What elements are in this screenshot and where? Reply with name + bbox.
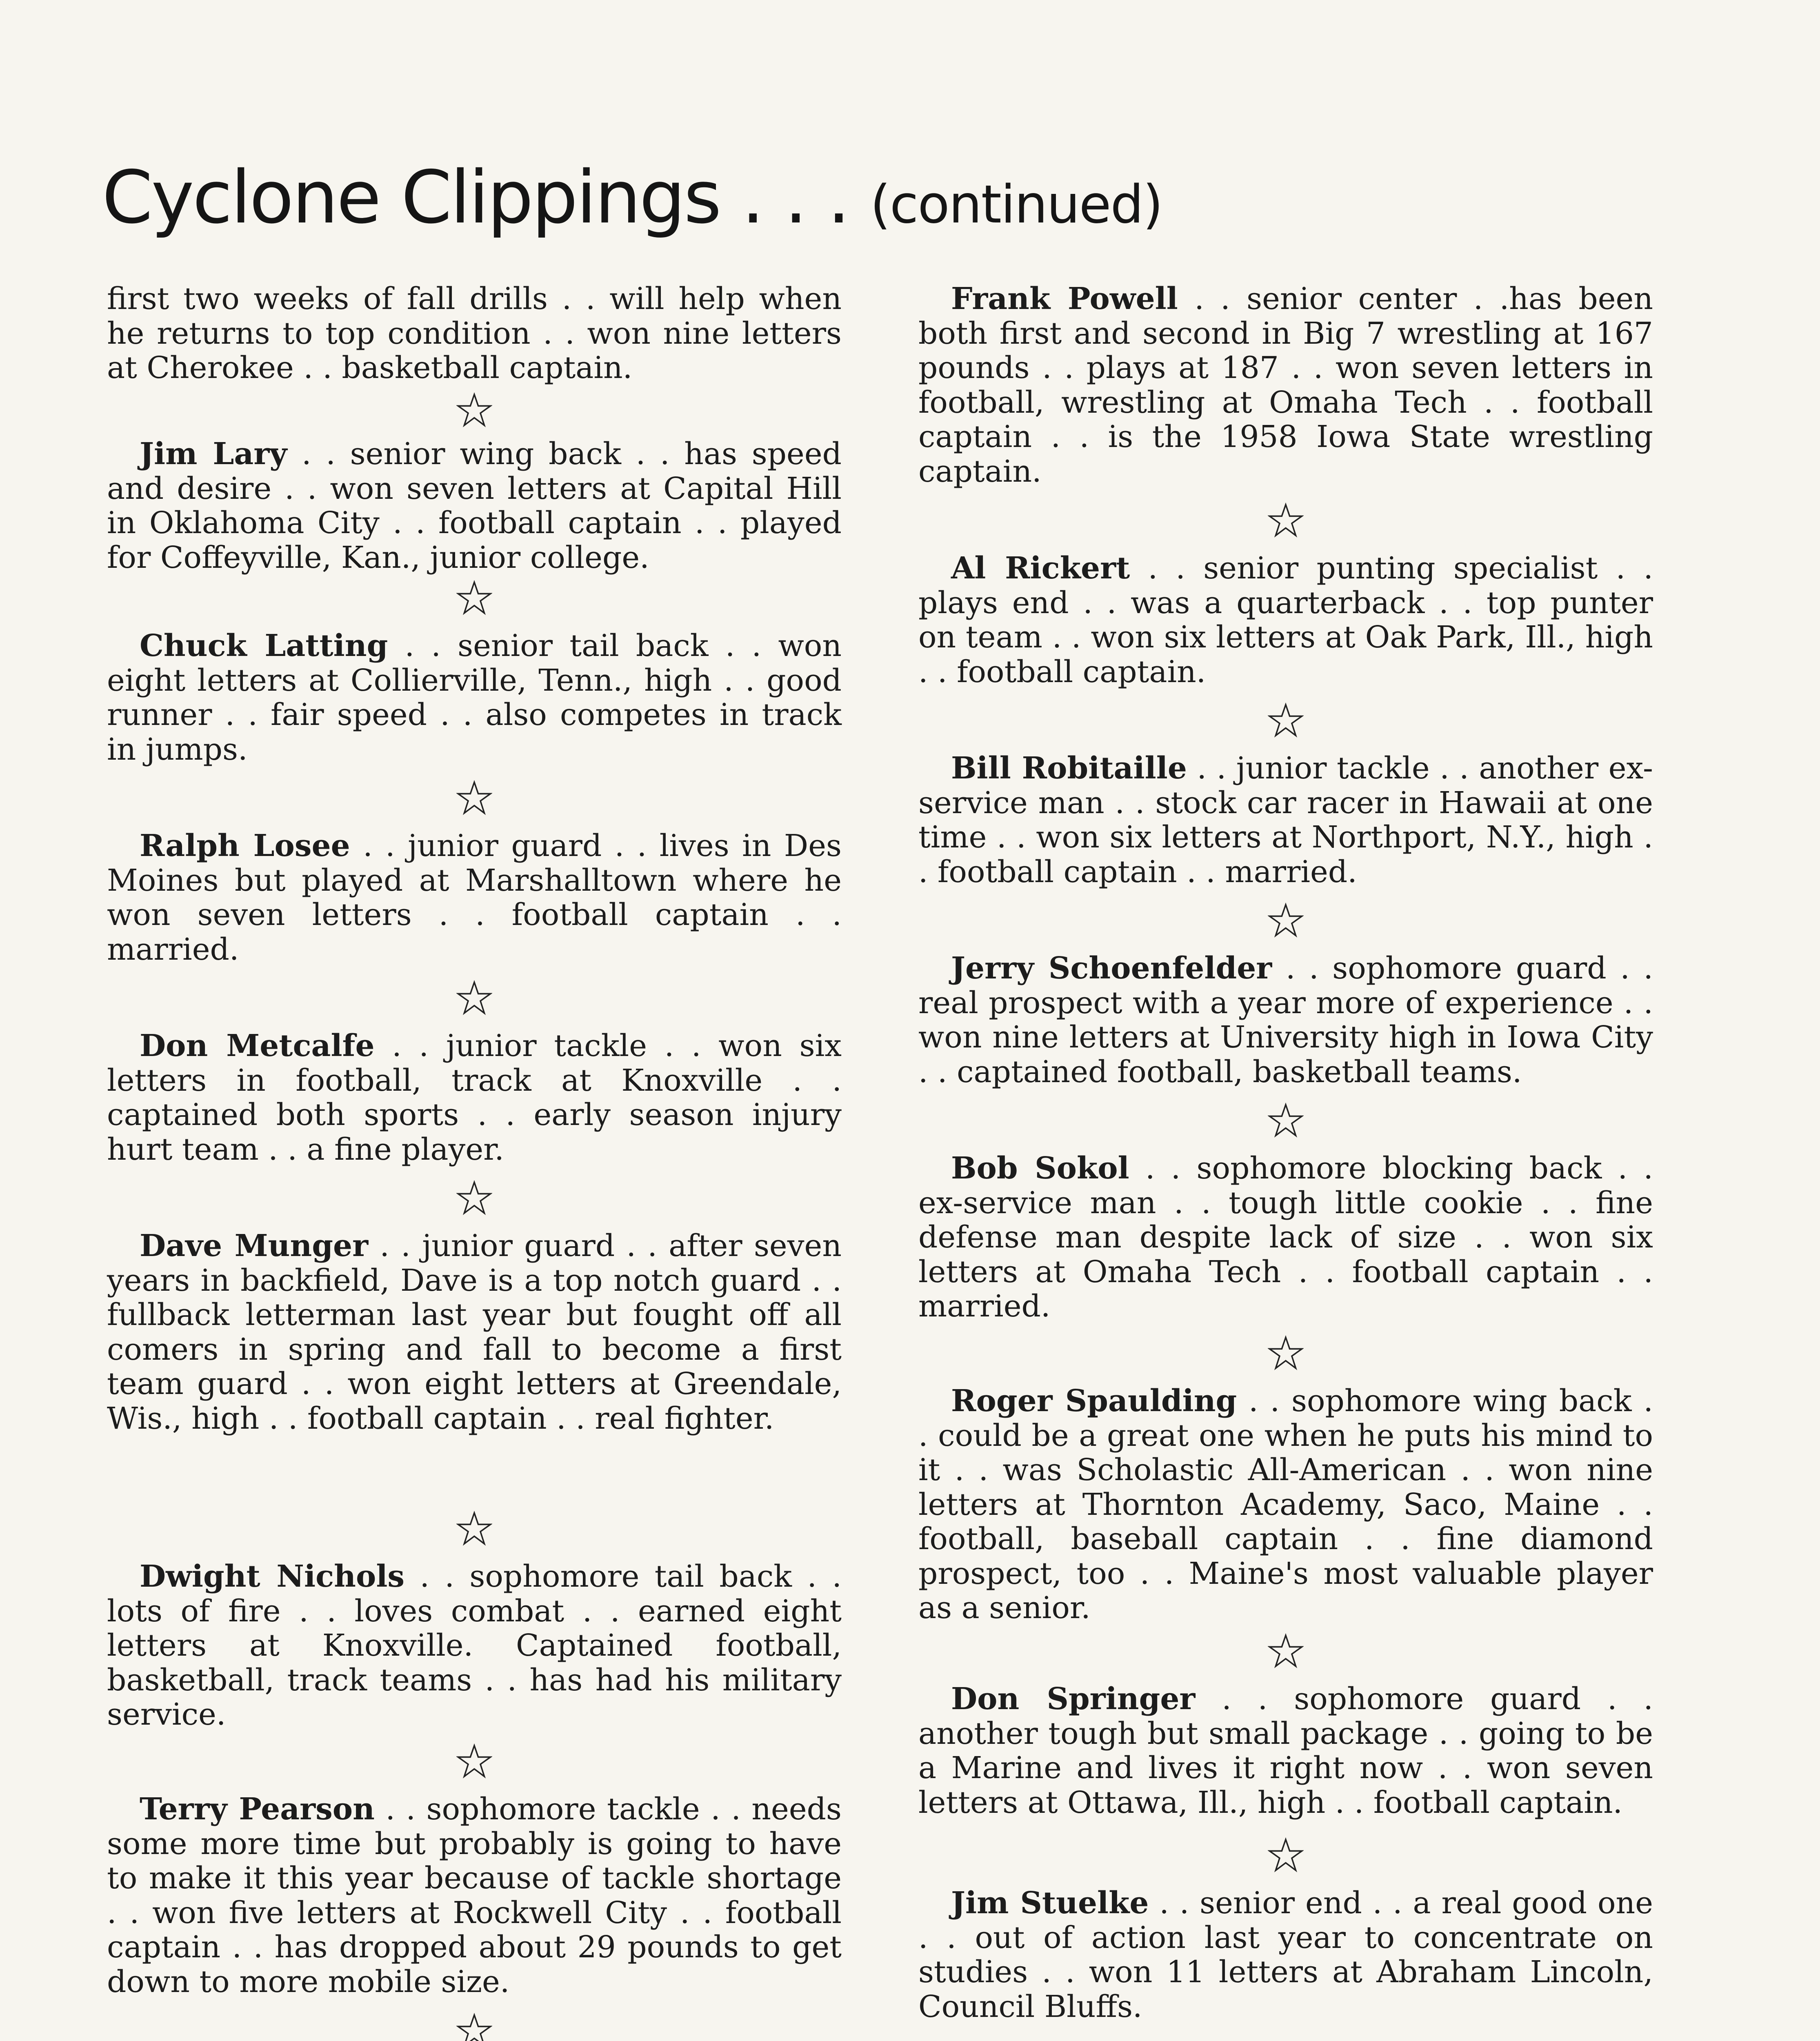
player-name: Jim Lary (140, 436, 287, 471)
star-divider-icon (918, 1837, 1653, 1874)
clipping-entry (107, 1792, 842, 1999)
entry-text: . . senior center . .has been both first and second in Big 7 wrestling at 167 pounds . . plays at 187 . . won seven letters in football, wrestling at Omaha Tech . . football captain . . is the 1958 Iowa State wrestling captain. (918, 281, 1653, 489)
star-divider-icon (918, 1633, 1653, 1670)
entry-text: first two weeks of fall drills . . will help when he returns to top condition . . won nine letters at Cherokee . . basketball captain. (107, 281, 842, 385)
clipping-entry (918, 1384, 1653, 1625)
player-name: Chuck Latting (140, 628, 388, 663)
clipping-entry (918, 951, 1653, 1089)
entry-text: . . sophomore guard . . another tough but small package . . going to be a Marine and lives it right now . . won seven letters at Ottawa, Ill., high . . football captain. (918, 1681, 1653, 1820)
clipping-entry (107, 437, 842, 575)
clipping-entry (918, 551, 1653, 689)
clipping-entry (107, 282, 842, 385)
player-name: Don Metcalfe (140, 1028, 375, 1063)
entry-text: . . junior tackle . . another ex-service man . . stock car racer in Hawaii at one time . . won six letters at Northport, N.Y., high . . football captain . . married. (918, 751, 1653, 889)
player-name: Al Rickert (951, 551, 1130, 586)
page-title-main: Cyclone Clippings . . . (102, 155, 849, 240)
entry-text: . . senior wing back . . has speed and desire . . won seven letters at Capital Hill in Oklahoma City . . football captain . . played for Coffeyville, Kan., junior college. (107, 436, 842, 575)
player-name: Frank Powell (951, 281, 1178, 316)
clipping-entry (107, 629, 842, 767)
entry-text: . . sophomore wing back . . could be a great one when he puts his mind to it . . was Scholastic All-American . . won nine letters at Thornton Academy, Saco, Maine . . football, baseball captain . . fine diamond prospect, too . . Maine's most valuable player as a senior. (918, 1383, 1653, 1625)
clipping-entry (107, 1229, 842, 1436)
star-divider-icon (918, 702, 1653, 739)
star-divider-icon (107, 580, 842, 616)
clipping-entry (107, 1029, 842, 1167)
player-name: Ralph Losee (140, 828, 350, 863)
clipping-entry (107, 829, 842, 967)
player-name: Jerry Schoenfelder (951, 951, 1272, 986)
entry-text: . . junior tackle . . won six letters in football, track at Knoxville . . captained both sports . . early season injury hurt team . . a fine player. (107, 1028, 842, 1167)
entry-text: . . sophomore tackle . . needs some more time but probably is going to have to make it this year because of tackle shortage . . won five letters at Rockwell City . . football captain . . has dropped about 29 pounds to get down to more mobile size. (107, 1792, 842, 1999)
player-name: Roger Spaulding (951, 1383, 1237, 1418)
star-divider-icon (107, 1180, 842, 1216)
star-divider-icon (107, 780, 842, 816)
player-name: Don Springer (951, 1681, 1196, 1716)
clipping-entry (918, 1682, 1653, 1820)
entry-text: . . junior guard . . after seven years in backfield, Dave is a top notch guard . . fullback letterman last year but fought off all comers in spring and fall to become a first team guard . . won eight letters at Greendale, Wis., high . . football captain . . real fighter. (107, 1228, 842, 1436)
clipping-entry (918, 282, 1653, 489)
clipping-entry (918, 1151, 1653, 1324)
star-divider-icon (918, 1335, 1653, 1372)
star-divider-icon (107, 1743, 842, 1780)
star-divider-icon (107, 2012, 842, 2041)
player-name: Dwight Nichols (140, 1559, 405, 1594)
entry-text: . . sophomore blocking back . . ex-service man . . tough little cookie . . fine defense man despite lack of size . . won six letters at Omaha Tech . . football captain . . married. (918, 1151, 1653, 1324)
clipping-entry (918, 1886, 1653, 2024)
player-name: Dave Munger (140, 1228, 369, 1263)
entry-text: . . sophomore guard . . real prospect with a year more of experience . . won nine letters at University high in Iowa City . . captained football, basketball teams. (918, 951, 1653, 1089)
player-name: Bob Sokol (951, 1151, 1129, 1186)
player-name: Jim Stuelke (951, 1885, 1149, 1921)
page-title-continued: (continued) (870, 174, 1162, 235)
star-divider-icon (107, 392, 842, 429)
player-name: Terry Pearson (140, 1792, 375, 1827)
entry-text: . . junior guard . . lives in Des Moines but played at Marshalltown where he won seven letters . . football captain . . married. (107, 828, 842, 967)
player-name: Bill Robitaille (951, 751, 1187, 786)
clipping-entry (107, 1559, 842, 1732)
star-divider-icon (107, 980, 842, 1016)
entry-text: . . senior end . . a real good one . . out of action last year to concentrate on studies . . won 11 letters at Abraham Lincoln, Council Bluffs. (918, 1885, 1653, 2024)
clipping-entry (918, 751, 1653, 889)
entry-text: . . senior tail back . . won eight letters at Collierville, Tenn., high . . good runner . . fair speed . . also competes in track in jumps. (107, 628, 842, 767)
entry-text: . . senior punting specialist . . plays end . . was a quarterback . . top punter on team . . won six letters at Oak Park, Ill., high . . football captain. (918, 551, 1653, 689)
page-title (102, 155, 1162, 240)
star-divider-icon (918, 502, 1653, 539)
star-divider-icon (918, 1102, 1653, 1139)
star-divider-icon (918, 902, 1653, 939)
entry-text: . . sophomore tail back . . lots of fire . . loves combat . . earned eight letters at Knoxville. Captained football, basketball, track teams . . has had his military service. (107, 1559, 842, 1732)
star-divider-icon (107, 1510, 842, 1547)
